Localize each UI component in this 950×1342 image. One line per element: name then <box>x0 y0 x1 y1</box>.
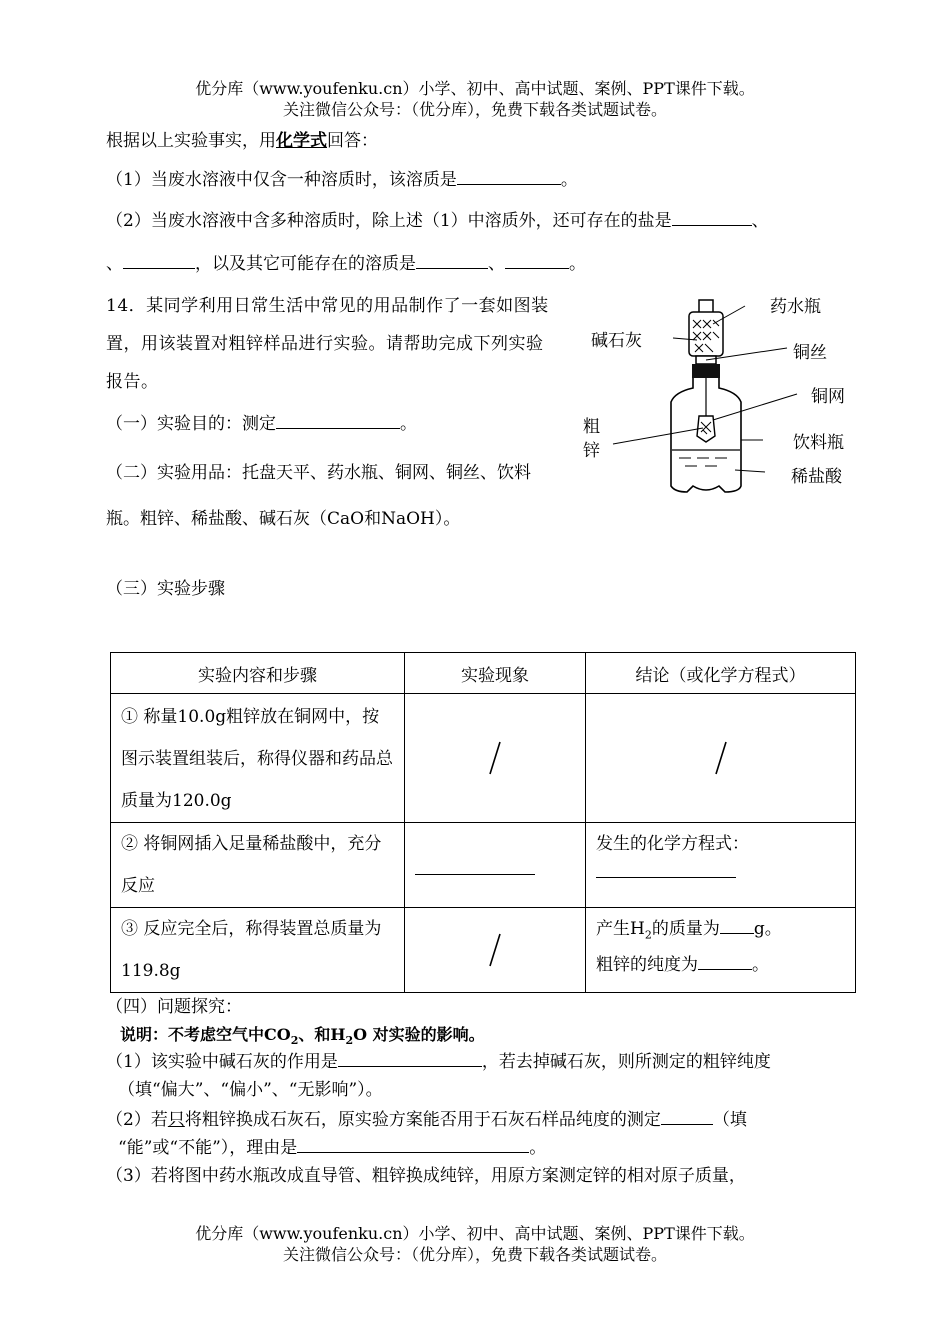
h2-mass-end: g。 <box>753 919 782 939</box>
q13-intro-text: 根据以上实验事实，用 <box>106 131 276 151</box>
apparatus-diagram <box>575 290 865 500</box>
h2-mass-text: 产生H <box>596 919 645 939</box>
step3-conclusion-cell <box>586 908 856 993</box>
step2-conclusion-cell <box>586 823 856 908</box>
inquiry-2-line2-text: “能”或“不能”），理由是 <box>118 1138 298 1158</box>
table-header-cell: 实验内容和步骤 <box>111 653 405 694</box>
page-footer-line1: 优分库（www.youfenku.cn）小学、初中、高中试题、案例、PPT课件下载。 <box>195 1224 755 1243</box>
step3-phenomenon-cell <box>405 908 586 993</box>
stopper-icon <box>692 364 720 378</box>
page-header-line2: 关注微信公众号：（优分库），免费下载各类试题试卷。 <box>282 100 667 119</box>
q14-steps-title: （三）实验步骤 <box>106 579 225 599</box>
q13-part2-end: 、 <box>751 211 769 231</box>
table-header-cell: 结论（或化学方程式） <box>586 653 856 694</box>
q14-purpose-end: 。 <box>400 414 417 434</box>
q13-part2-blank2[interactable] <box>123 250 195 269</box>
note-sub1: 2 <box>290 1034 299 1048</box>
label-soda-lime: 碱石灰 <box>591 331 642 351</box>
q13-part2-cont-sep: 、 <box>488 254 505 274</box>
purity-text: 粗锌的纯度为 <box>596 955 698 976</box>
step1-conclusion-cell <box>586 694 856 823</box>
label-crude-zinc-2: 锌 <box>583 441 600 461</box>
q14-purpose-blank[interactable] <box>276 410 400 429</box>
note-mid: 、和H <box>298 1025 346 1044</box>
inquiry-1 <box>106 1048 771 1075</box>
q13-part1 <box>106 166 578 193</box>
q13-part2-blank3[interactable] <box>416 250 488 269</box>
medicine-bottle-icon <box>689 300 723 364</box>
h2-mass-blank[interactable] <box>720 915 754 934</box>
label-crude-zinc-1: 粗 <box>583 417 600 437</box>
page-header-line1: 优分库（www.youfenku.cn）小学、初中、高中试题、案例、PPT课件下载。 <box>195 79 755 98</box>
q14-materials: （二）实验用品：托盘天平、药水瓶、铜网、铜丝、饮料瓶。粗锌、稀盐酸、碱石灰（CaO和NaOH）。 <box>106 463 531 529</box>
q13-part2-cont-start: 、 <box>106 254 123 274</box>
label-dilute-hcl: 稀盐酸 <box>791 467 842 487</box>
table-row <box>111 908 856 993</box>
label-copper-wire: 铜丝 <box>793 343 827 363</box>
inquiry-2-reason-blank[interactable] <box>297 1134 529 1153</box>
inquiry-2-line2-end: 。 <box>529 1138 547 1158</box>
table-header-cell: 实验现象 <box>405 653 586 694</box>
h2-mass-mid: 的质量为 <box>651 919 720 939</box>
table-row <box>111 823 856 908</box>
step1-phenomenon-cell <box>405 694 586 823</box>
step2-phenomenon-blank[interactable] <box>415 856 535 875</box>
q13-part2-cont-text: ，以及其它可能存在的溶质是 <box>195 254 416 274</box>
q13-intro-end: 回答： <box>327 131 378 151</box>
step2-cell: ② 将铜网插入足量稀盐酸中，充分反应 <box>111 823 405 908</box>
inquiry-2-blank[interactable] <box>661 1106 713 1125</box>
q13-part2-cont <box>106 250 586 277</box>
slash-mark <box>480 738 510 778</box>
note-sub2: 2 <box>345 1034 354 1048</box>
label-copper-mesh: 铜网 <box>811 387 845 407</box>
slash-mark <box>706 738 736 778</box>
inquiry-1-line2: （填“偏大”、“偏小”、“无影响”）。 <box>118 1080 383 1100</box>
note-text: 说明：不考虑空气中CO <box>120 1025 291 1044</box>
q13-part2-text: （2）当废水溶液中含多种溶质时，除上述（1）中溶质外，还可存在的盐是 <box>106 211 672 231</box>
q13-part2-blank4[interactable] <box>505 250 569 269</box>
inquiry-2-post: （填 <box>712 1110 747 1130</box>
step1-cell: ① 称量10.0g粗锌放在铜网中，按图示装置组装后，称得仪器和药品总质量为120.0g <box>111 694 405 823</box>
step3-cell: ③ 反应完全后，称得装置总质量为119.8g <box>111 908 405 993</box>
slash-mark <box>480 930 510 970</box>
purity-blank[interactable] <box>698 951 752 970</box>
h2-subscript: 2 <box>644 928 652 942</box>
inquiry-2 <box>106 1106 747 1133</box>
q13-part1-text: （1）当废水溶液中仅含一种溶质时，该溶质是 <box>106 170 457 190</box>
experiment-table <box>110 652 856 993</box>
inquiry-2-text: （2）若 <box>106 1110 168 1130</box>
q14-purpose <box>106 410 417 437</box>
q13-part1-blank[interactable] <box>457 166 561 185</box>
label-medicine-bottle: 药水瓶 <box>770 297 821 317</box>
q14-stem: 14．某同学利用日常生活中常见的用品制作了一套如图装置，用该装置对粗锌样品进行实验。请帮助完成下列实验报告。 <box>106 296 549 392</box>
step2-conclusion-text: 发生的化学方程式： <box>596 834 749 854</box>
inquiry-1-blank[interactable] <box>338 1048 482 1067</box>
inquiry-title: （四）问题探究： <box>106 997 242 1017</box>
q14-purpose-text: （一）实验目的：测定 <box>106 414 276 434</box>
inquiry-2-mid: 将粗锌换成石灰石，原实验方案能否用于石灰石样品纯度的测定 <box>184 1110 661 1130</box>
table-row <box>111 694 856 823</box>
page-footer-line2: 关注微信公众号：（优分库），免费下载各类试题试卷。 <box>282 1245 667 1264</box>
label-drink-bottle: 饮料瓶 <box>793 433 844 453</box>
purity-end: 。 <box>752 955 769 976</box>
step2-phenomenon-cell <box>405 823 586 908</box>
purity-line <box>596 944 845 986</box>
q13-part1-end: 。 <box>560 170 578 190</box>
q13-part2-blank[interactable] <box>672 207 752 226</box>
q13-part2-cont-end: 。 <box>569 254 586 274</box>
inquiry-3: （3）若将图中药水瓶改成直导管、粗锌换成纯锌，用原方案测定锌的相对原子质量， <box>106 1166 746 1186</box>
q13-intro-emphasis: 化学式 <box>276 131 327 151</box>
inquiry-2-underlined: 只 <box>167 1110 185 1130</box>
inquiry-2-line2 <box>118 1134 546 1161</box>
table-header-row <box>111 653 856 694</box>
inquiry-1-post: ，若去掉碱石灰，则所测定的粗锌纯度 <box>481 1052 771 1072</box>
note-end: O 对实验的影响。 <box>353 1025 485 1044</box>
q13-intro <box>106 128 378 154</box>
q13-part2 <box>106 207 769 234</box>
inquiry-1-text: （1）该实验中碱石灰的作用是 <box>106 1052 338 1072</box>
